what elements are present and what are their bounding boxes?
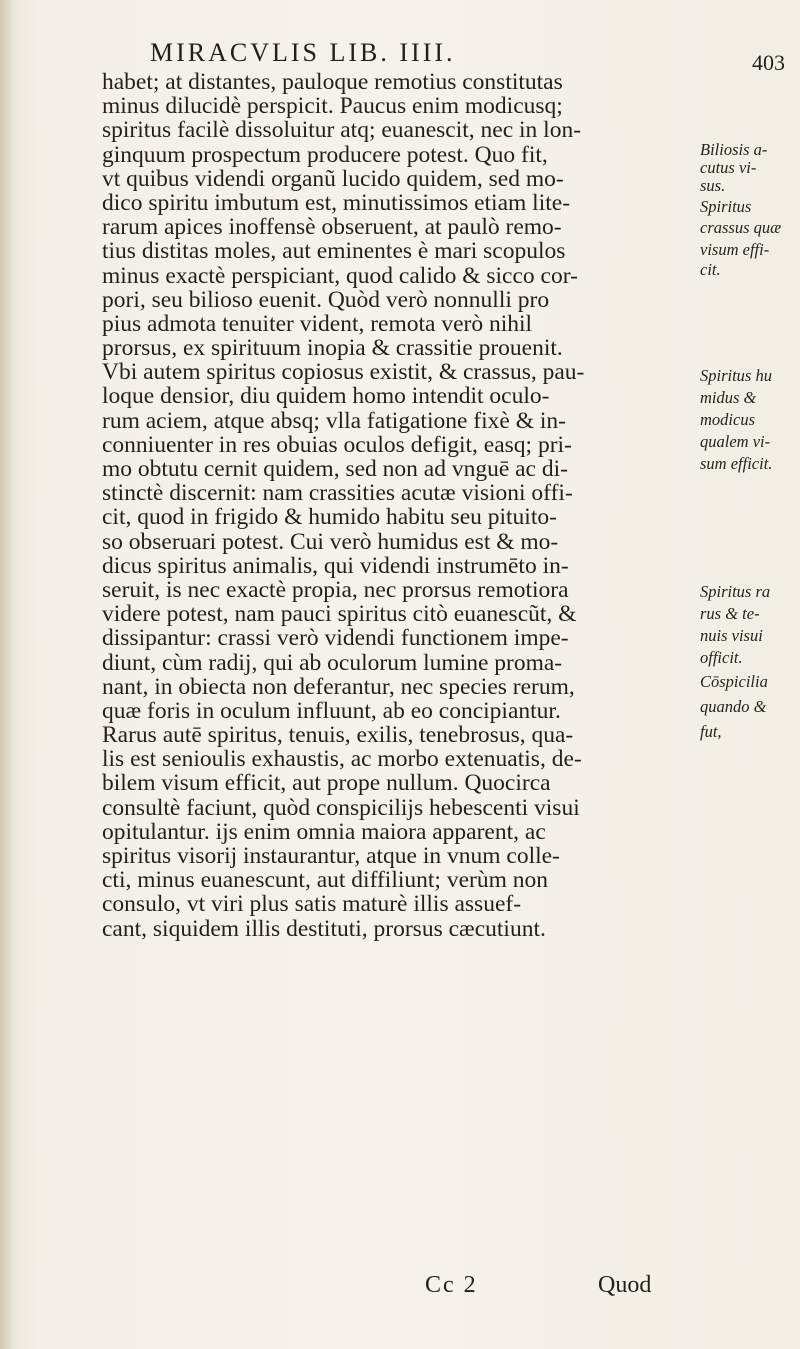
body-text <box>102 70 702 941</box>
margin-note: Biliosis a- <box>700 140 768 159</box>
text-line: minus dilucidè perspicit. Paucus enim modicusq; <box>102 94 563 119</box>
text-line: conniuenter in res obuias oculos defigit, easq; pri- <box>102 432 572 457</box>
text-line: bilem visum efficit, aut prope nullum. Quocirca <box>102 771 551 796</box>
text-line: ginquum prospectum producere potest. Quo fit, <box>102 142 548 167</box>
text-line: videre potest, nam pauci spiritus citò euanescũt, & <box>102 602 577 627</box>
margin-note: sum efficit. <box>700 454 773 473</box>
text-line: minus exactè perspiciant, quod calido & sicco cor- <box>102 263 578 288</box>
text-line: dissipantur: crassi verò videndi functionem impe- <box>102 626 569 651</box>
text-line: vt quibus videndi organũ lucido quidem, sed mo- <box>102 166 564 191</box>
text-line: dico spiritu imbutum est, minutissimos etiam lite- <box>102 190 571 216</box>
margin-note: midus & <box>700 388 757 407</box>
text-line: mo obtutu cernit quidem, sed non ad vnguē ac di- <box>102 457 568 482</box>
text-line: dicus spiritus animalis, qui videndi instrumēto in- <box>102 553 569 578</box>
text-line: stinctè discernit: nam crassities acutæ visioni offi- <box>102 481 573 506</box>
running-head: MIRACVLIS LIB. IIII. <box>150 38 456 67</box>
margin-note: Cōspicilia <box>700 672 768 691</box>
text-line: lis est senioulis exhaustis, ac morbo extenuatis, de- <box>102 747 582 772</box>
text-line: rum aciem, atque absq; vlla fatigatione fixè & in- <box>102 408 566 433</box>
margin-note: nuis visui <box>700 626 763 645</box>
text-line: cti, minus euanescunt, aut diffiliunt; verùm non <box>102 868 548 893</box>
margin-note: Spiritus ra <box>700 582 771 601</box>
text-line: spiritus visorij instaurantur, atque in vnum colle- <box>102 844 560 869</box>
margin-note: rus & te- <box>700 604 760 623</box>
text-line: quæ foris in oculum influunt, ab eo concipiantur. <box>102 698 561 724</box>
margin-note: Spiritus <box>700 197 752 216</box>
text-line: loque densior, diu quidem homo intendit oculo- <box>102 384 550 409</box>
text-line: spiritus facilè dissoluitur atq; euanescit, nec in lon- <box>102 118 582 143</box>
margin-note: fut, <box>700 722 722 741</box>
gutter-shadow <box>0 0 14 1349</box>
margin-note: cit. <box>700 260 721 279</box>
text-line: pori, seu bilioso euenit. Quòd verò nonnulli pro <box>102 287 550 312</box>
margin-note: cutus vi- <box>700 158 757 177</box>
margin-note: sus. <box>700 176 726 195</box>
signature-mark: Cc 2 <box>425 1272 478 1298</box>
margin-note: officit. <box>700 648 743 667</box>
text-line: pius admota tenuiter vident, remota verò nihil <box>102 311 533 337</box>
margin-note: qualem vi- <box>700 432 771 451</box>
margin-note: visum effi- <box>700 240 770 259</box>
margin-note: modicus <box>700 410 755 429</box>
text-line: habet; at distantes, pauloque remotius constitutas <box>102 70 563 95</box>
margin-note: quando & <box>700 697 767 716</box>
text-line: prorsus, ex spirituum inopia & crassitie prouenit. <box>102 336 563 361</box>
margin-note: crassus quæ <box>700 218 782 237</box>
text-line: so obseruari potest. Cui verò humidus est & mo- <box>102 529 559 554</box>
text-line: seruit, is nec exactè propia, nec prorsus remotiora <box>102 577 569 603</box>
text-line: diunt, cùm radij, qui ab oculorum lumine proma- <box>102 650 563 675</box>
text-line: Rarus autē spiritus, tenuis, exilis, tenebrosus, qua- <box>102 723 574 748</box>
text-line: consultè faciunt, quòd conspicilijs hebescenti visui <box>102 795 580 820</box>
text-line: cant, siquidem illis destituti, prorsus cæcutiunt. <box>102 916 546 941</box>
text-line: tius distitas moles, aut eminentes è mari scopulos <box>102 239 566 264</box>
text-line: Vbi autem spiritus copiosus existit, & crassus, pau- <box>102 360 585 385</box>
page-number: 403 <box>752 50 785 75</box>
text-line: opitulantur. ijs enim omnia maiora apparent, ac <box>102 819 546 844</box>
text-line: nant, in obiecta non deferantur, nec species rerum, <box>102 674 575 699</box>
margin-note: Spiritus hu <box>700 366 772 385</box>
text-line: rarum apices inoffensè obseruent, at paulò remo- <box>102 215 562 240</box>
catchword: Quod <box>598 1272 652 1298</box>
text-line: cit, quod in frigido & humido habitu seu pituito- <box>102 505 557 530</box>
text-line: consulo, vt viri plus satis maturè illis assuef- <box>102 892 522 917</box>
